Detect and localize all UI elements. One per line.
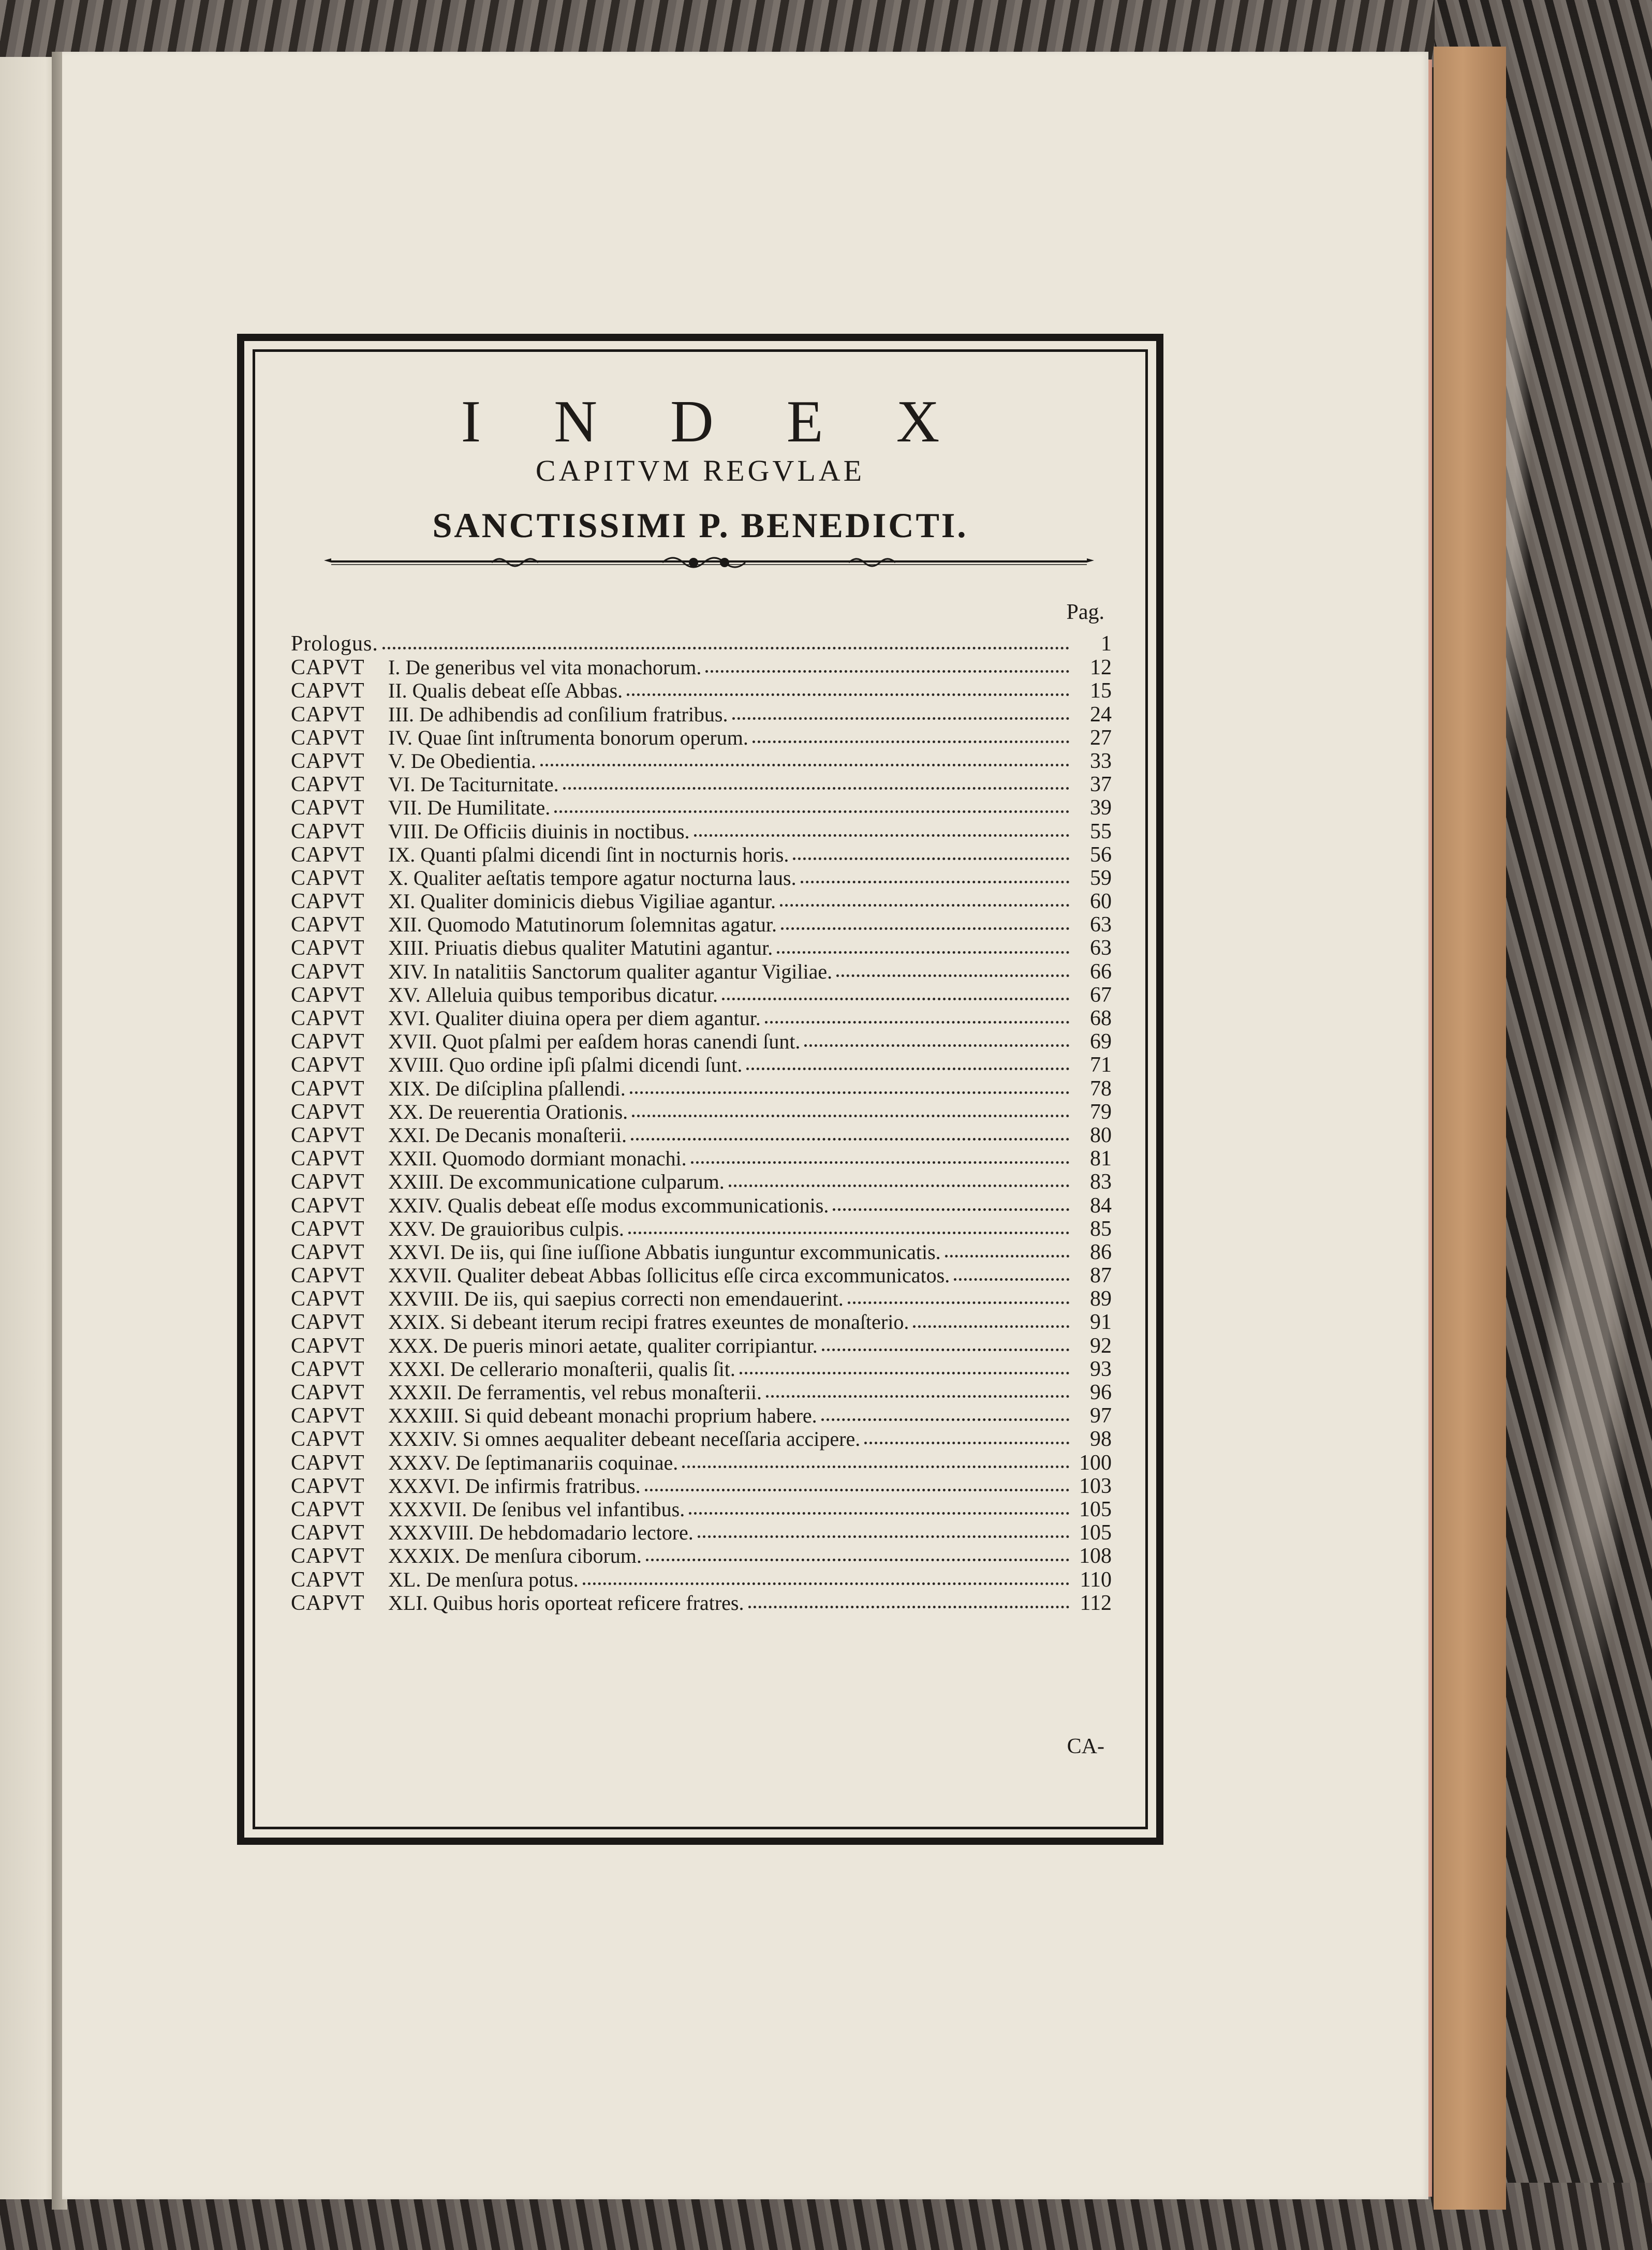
toc-entry (291, 1334, 1112, 1357)
toc-entry-page: 92 (1090, 1334, 1112, 1358)
toc-entry-caput: CAPVT (291, 1006, 365, 1030)
toc-entry (291, 1006, 1112, 1030)
toc-entry (291, 913, 1112, 936)
toc-entry-number: IV. (388, 726, 413, 749)
ornamental-rule (321, 551, 1097, 572)
toc-entry-title: De ferramentis, vel rebus monaſterii. (457, 1381, 762, 1404)
toc-entry-caput: CAPVT (291, 866, 365, 890)
toc-entry-page: 27 (1090, 726, 1112, 750)
toc-leader-dots (682, 1466, 1069, 1468)
toc-entry-title: De pueris minori aetate, qualiter corripiantur. (443, 1334, 818, 1357)
toc-entry-page: 105 (1079, 1521, 1112, 1545)
toc-entry-caput: CAPVT (291, 1450, 365, 1475)
toc-entry (291, 1357, 1112, 1381)
toc-entry-title: Qualis debeat eſſe modus excommunicationis. (447, 1193, 829, 1217)
toc-entry (291, 1544, 1112, 1567)
toc-entry-title: De Obedientia. (410, 749, 536, 773)
toc-entry-number: XLI. (388, 1591, 428, 1615)
toc-entry-caput: CAPVT (291, 1497, 365, 1521)
toc-leader-dots (645, 1489, 1069, 1491)
toc-leader-dots (689, 1512, 1069, 1515)
toc-entry-number: XL. (388, 1567, 421, 1591)
toc-leader-dots (945, 1255, 1069, 1257)
toc-entry-number: XXXVIII. (388, 1521, 474, 1545)
toc-leader-dots (694, 834, 1069, 837)
toc-entry-page: 24 (1090, 702, 1112, 727)
toc-entry-number: XXX. (388, 1334, 438, 1357)
toc-entry-page: 60 (1090, 890, 1112, 914)
toc-entry-caput: CAPVT (291, 1076, 365, 1101)
toc-entry-page: 87 (1090, 1264, 1112, 1288)
toc-entry-title: Quomodo dormiant monachi. (442, 1147, 687, 1171)
toc-entry-number: XXVII. (388, 1264, 452, 1287)
toc-entry-number: II. (388, 679, 407, 703)
toc-entry-number: XII. (388, 913, 422, 937)
toc-entry-caput: CAPVT (291, 1264, 365, 1288)
toc-entry (291, 1264, 1112, 1287)
toc-entry-number: XV. (388, 983, 421, 1006)
toc-entry-page: 78 (1090, 1076, 1112, 1101)
toc-entry (291, 1217, 1112, 1240)
toc-entry-number: XXIV. (388, 1193, 443, 1217)
toc-entry-caput: CAPVT (291, 936, 365, 960)
toc-entry-caput: CAPVT (291, 913, 365, 937)
toc-entry-title: De Taciturnitate. (420, 773, 559, 796)
toc-entry (291, 1077, 1112, 1100)
toc-entry-page: 89 (1090, 1287, 1112, 1311)
toc-entry-number: IX. (388, 842, 416, 866)
toc-leader-dots (628, 1232, 1069, 1234)
toc-entry-title: Qualiter debeat Abbas ſollicitus eſſe circa excommunicatos. (457, 1264, 950, 1287)
toc-entry-title: Si debeant iterum recipi fratres exeuntes de monaſterio. (450, 1310, 909, 1334)
toc-entry-page: 68 (1090, 1006, 1112, 1030)
toc-entry-page: 93 (1090, 1357, 1112, 1381)
toc-entry-page: 63 (1090, 936, 1112, 960)
toc-entry-title: De Humilitate. (427, 796, 551, 820)
toc-leader-dots (836, 974, 1069, 977)
toc-entry-title: Quanti pſalmi dicendi ſint in nocturnis horis. (420, 842, 789, 866)
toc-entry-title: De menſura potus. (426, 1567, 579, 1591)
page-column-label: Pag. (1066, 600, 1104, 624)
toc-entry (291, 1240, 1112, 1264)
toc-entry-page: 80 (1090, 1123, 1112, 1147)
leather-binding-strip (1434, 47, 1506, 2210)
toc-leader-dots (822, 1349, 1069, 1351)
toc-leader-dots (746, 1068, 1069, 1070)
toc-entry-number: XXVI. (388, 1240, 445, 1264)
toc-leader-dots (729, 1185, 1069, 1187)
toc-entry (291, 820, 1112, 843)
toc-leader-dots (646, 1559, 1069, 1561)
toc-entry-number: XXXIX. (388, 1544, 460, 1568)
toc-entry (291, 1404, 1112, 1427)
toc-entry-caput: CAPVT (291, 819, 365, 843)
toc-entry-page: 110 (1080, 1567, 1112, 1592)
toc-leader-dots (833, 1208, 1069, 1211)
toc-entry-title: De cellerario monaſterii, qualis ſit. (450, 1357, 735, 1381)
toc-entry (291, 983, 1112, 1006)
toc-entry-caput: CAPVT (291, 1334, 365, 1358)
toc-entry-caput: CAPVT (291, 1357, 365, 1381)
toc-entry-caput: CAPVT (291, 1170, 365, 1194)
toc-entry-page: 96 (1090, 1381, 1112, 1404)
toc-leader-dots (748, 1606, 1070, 1608)
toc-entry-number: XXVIII. (388, 1287, 459, 1311)
toc-entry-page: 59 (1090, 866, 1112, 890)
toc-entry (291, 866, 1112, 890)
toc-entry (291, 703, 1112, 726)
toc-entry-number: VIII. (388, 819, 429, 843)
toc-entry-title: Qualiter diuina opera per diem agantur. (435, 1006, 761, 1030)
toc-entry-caput: CAPVT (291, 1287, 365, 1311)
toc-entry-caput: CAPVT (291, 1147, 365, 1171)
toc-entry-number: XXIII. (388, 1170, 444, 1194)
toc-entry (291, 1053, 1112, 1076)
toc-entry-title: De diſciplina pſallendi. (435, 1076, 626, 1100)
toc-leader-dots (732, 717, 1070, 720)
toc-entry-page: 83 (1090, 1170, 1112, 1194)
toc-entry-number: XXI. (388, 1123, 431, 1147)
toc-entry-number: XIX. (388, 1076, 431, 1100)
toc-entry (291, 1427, 1112, 1450)
toc-entry-number: III. (388, 702, 414, 726)
toc-entry-title: De ſenibus vel infantibus. (472, 1497, 685, 1521)
toc-entry (291, 960, 1112, 983)
toc-entry-caput: CAPVT (291, 702, 365, 727)
toc-entry-caput: CAPVT (291, 1381, 365, 1404)
toc-entry-page: 71 (1090, 1053, 1112, 1077)
toc-leader-dots (780, 904, 1069, 907)
toc-entry-title: De excommunicatione culparum. (449, 1170, 725, 1194)
toc-entry-page: 100 (1079, 1450, 1112, 1475)
toc-entry-caput: CAPVT (291, 1427, 365, 1452)
toc-entry-caput: CAPVT (291, 1544, 365, 1568)
toc-leader-dots (766, 1395, 1069, 1398)
toc-entry-page: 108 (1079, 1544, 1112, 1568)
toc-entry-number: XVII. (388, 1030, 437, 1054)
toc-entry-title: Quot pſalmi per eaſdem horas canendi ſunt. (442, 1030, 801, 1054)
toc-entry-caput: CAPVT (291, 1310, 365, 1335)
toc-entry-title: De iis, qui ſine iuſſione Abbatis iunguntur excommunicatis. (450, 1240, 941, 1264)
toc-entry-page: 91 (1090, 1310, 1112, 1335)
toc-entry-title: De Decanis monaſterii. (435, 1123, 627, 1147)
toc-leader-dots (540, 764, 1069, 766)
index-title: I N D E X (461, 389, 969, 455)
toc-entry-title: De Officiis diuinis in noctibus. (434, 819, 690, 843)
toc-entry-page: 55 (1090, 819, 1112, 843)
toc-leader-dots (630, 1091, 1069, 1094)
toc-entry-caput: CAPVT (291, 726, 365, 750)
toc-entry-page: 79 (1090, 1100, 1112, 1124)
toc-leader-dots (631, 1138, 1069, 1141)
toc-entry-title: De ſeptimanariis coquinae. (455, 1450, 679, 1474)
toc-leader-dots (793, 857, 1069, 860)
toc-entry-title: De generibus vel vita monachorum. (405, 656, 702, 679)
toc-leader-dots (722, 998, 1069, 1000)
toc-entry-number: XXII. (388, 1147, 437, 1171)
toc-entry-page: 69 (1090, 1030, 1112, 1054)
toc-entry (291, 843, 1112, 866)
toc-entry-caput: CAPVT (291, 773, 365, 797)
toc-entry-caput: CAPVT (291, 1521, 365, 1545)
toc-entry-title: Si quid debeant monachi proprium habere. (464, 1404, 817, 1428)
toc-leader-dots (804, 1044, 1069, 1047)
toc-entry (291, 1381, 1112, 1404)
toc-entry-caput: CAPVT (291, 1591, 365, 1615)
toc-leader-dots (753, 741, 1069, 743)
toc-entry-caput: CAPVT (291, 1193, 365, 1218)
toc-entry-caput: CAPVT (291, 959, 365, 984)
toc-entry-number: XXXII. (388, 1381, 452, 1404)
toc-entry-caput: CAPVT (291, 1030, 365, 1054)
toc-leader-dots (698, 1535, 1069, 1538)
toc-entry (291, 1170, 1112, 1193)
toc-entry-number: XXXI. (388, 1357, 445, 1381)
toc-entry-title: Quo ordine ipſi pſalmi dicendi ſunt. (449, 1053, 743, 1077)
toc-leader-dots (954, 1278, 1069, 1281)
table-of-contents (291, 632, 1112, 1615)
toc-entry-title: Si omnes aequaliter debeant neceſſaria accipere. (462, 1427, 861, 1451)
toc-entry-page: 84 (1090, 1193, 1112, 1218)
toc-leader-dots (382, 647, 1069, 649)
toc-entry-caput: CAPVT (291, 890, 365, 914)
toc-entry-title: De grauioribus culpis. (440, 1217, 624, 1240)
toc-entry-page: 63 (1090, 913, 1112, 937)
toc-entry-number: XXXVI. (388, 1474, 460, 1498)
toc-entry-number: VI. (388, 773, 416, 796)
toc-entry (291, 1474, 1112, 1498)
toc-entry-number: XIV. (388, 959, 427, 983)
toc-entry-page: 105 (1079, 1497, 1112, 1521)
toc-entry-page: 85 (1090, 1217, 1112, 1241)
toc-entry-number: XXXV. (388, 1450, 451, 1474)
toc-entry-title: In natalitiis Sanctorum qualiter agantur Vigiliae. (432, 959, 833, 983)
toc-entry (291, 726, 1112, 749)
toc-entry-page: 66 (1090, 959, 1112, 984)
facing-page-sliver (0, 57, 57, 2199)
toc-entry (291, 632, 1112, 656)
toc-leader-dots (691, 1161, 1069, 1164)
toc-entry-caput: CAPVT (291, 1474, 365, 1498)
toc-entry-number: XXXVII. (388, 1497, 467, 1521)
toc-entry (291, 1287, 1112, 1310)
toc-entry (291, 1123, 1112, 1147)
toc-leader-dots (777, 951, 1069, 954)
toc-entry-number: I. (388, 656, 401, 679)
toc-leader-dots (913, 1325, 1069, 1328)
toc-entry-title: De adhibendis ad conſilium fratribus. (419, 702, 728, 726)
toc-leader-dots (821, 1418, 1069, 1421)
toc-entry-title: De hebdomadario lectore. (479, 1521, 694, 1545)
toc-leader-dots (705, 670, 1069, 673)
toc-entry-caput: CAPVT (291, 842, 365, 867)
toc-entry-page: 37 (1090, 773, 1112, 797)
toc-entry-number: XVIII. (388, 1053, 444, 1077)
toc-entry-caput: CAPVT (291, 1217, 365, 1241)
toc-leader-dots (864, 1442, 1069, 1444)
toc-leader-dots (627, 693, 1069, 696)
toc-leader-dots (563, 787, 1069, 790)
toc-entry-number: XVI. (388, 1006, 431, 1030)
toc-entry-number: XX. (388, 1100, 423, 1123)
toc-entry-page: 86 (1090, 1240, 1112, 1264)
toc-entry-page: 112 (1080, 1591, 1112, 1615)
toc-entry (291, 890, 1112, 913)
toc-entry-page: 81 (1090, 1147, 1112, 1171)
toc-entry (291, 656, 1112, 679)
toc-entry (291, 1591, 1112, 1615)
index-subtitle-benedicti: SANCTISSIMI P. BENEDICTI. (432, 506, 968, 545)
toc-entry (291, 1100, 1112, 1123)
toc-entry-caput: CAPVT (291, 1404, 365, 1428)
toc-entry (291, 1521, 1112, 1544)
toc-entry-caput: CAPVT (291, 1567, 365, 1592)
toc-entry-caput: CAPVT (291, 1123, 365, 1147)
toc-entry-page: 1 (1101, 632, 1112, 656)
toc-entry-number: XIII. (388, 936, 429, 960)
toc-entry-caput: CAPVT (291, 1100, 365, 1124)
toc-entry-page: 56 (1090, 842, 1112, 867)
toc-entry (291, 1568, 1112, 1591)
toc-entry-number: XXXIV. (388, 1427, 458, 1451)
toc-entry-title: Quae ſint inſtrumenta bonorum operum. (418, 726, 748, 749)
toc-entry-page: 103 (1079, 1474, 1112, 1498)
toc-leader-dots (781, 927, 1069, 930)
toc-entry-caput: CAPVT (291, 796, 365, 820)
toc-entry (291, 936, 1112, 959)
index-subtitle-capitum: CAPITVM REGVLAE (535, 454, 865, 487)
toc-entry-caput: CAPVT (291, 749, 365, 773)
toc-entry-number: XXV. (388, 1217, 436, 1240)
toc-entry-title: Quomodo Matutinorum ſolemnitas agatur. (427, 913, 777, 937)
toc-leader-dots (740, 1372, 1069, 1374)
toc-entry-title: De iis, qui saepius correcti non emendauerint. (464, 1287, 844, 1311)
toc-entry-caput: CAPVT (291, 679, 365, 703)
toc-entry-number: V. (388, 749, 406, 773)
toc-leader-dots (632, 1115, 1069, 1117)
toc-entry-page: 15 (1090, 679, 1112, 703)
toc-leader-dots (801, 881, 1069, 883)
toc-leader-dots (583, 1582, 1069, 1585)
toc-entry-caput: CAPVT (291, 1240, 365, 1264)
toc-entry-title: Quibus horis oporteat reficere fratres. (433, 1591, 744, 1615)
toc-entry-title: Qualiter aeſtatis tempore agatur nocturna laus. (413, 866, 797, 890)
toc-entry-number: X. (388, 866, 408, 890)
toc-leader-dots (848, 1301, 1069, 1304)
toc-entry (291, 1310, 1112, 1334)
toc-entry-caput: CAPVT (291, 983, 365, 1007)
toc-entry-title: Qualiter dominicis diebus Vigiliae agantur. (420, 890, 776, 913)
toc-entry (291, 1194, 1112, 1217)
toc-entry-page: 98 (1090, 1427, 1112, 1452)
toc-entry-page: 67 (1090, 983, 1112, 1007)
toc-entry-page: 12 (1090, 656, 1112, 680)
toc-entry-number: XXXIII. (388, 1404, 459, 1428)
toc-entry-number: VII. (388, 796, 422, 820)
toc-entry-title: De menſura ciborum. (465, 1544, 642, 1568)
toc-entry-page: 39 (1090, 796, 1112, 820)
toc-entry-title: De infirmis fratribus. (465, 1474, 641, 1498)
toc-entry-number: XI. (388, 890, 416, 913)
toc-entry-caput: CAPVT (291, 1053, 365, 1077)
toc-entry (291, 749, 1112, 773)
toc-entry-title: Alleluia quibus temporibus dicatur. (425, 983, 718, 1006)
toc-leader-dots (765, 1021, 1069, 1024)
toc-entry (291, 1498, 1112, 1521)
catchword: CA- (1067, 1735, 1104, 1758)
toc-leader-dots (554, 810, 1069, 813)
toc-entry-caput: CAPVT (291, 656, 365, 680)
toc-entry-title: Priuatis diebus qualiter Matutini agantur. (434, 936, 773, 960)
toc-entry (291, 796, 1112, 819)
toc-entry-title: De reuerentia Orationis. (428, 1100, 628, 1123)
toc-entry (291, 773, 1112, 796)
toc-entry (291, 1030, 1112, 1053)
toc-entry-page: 33 (1090, 749, 1112, 773)
toc-entry-caput: Prologus. (291, 632, 378, 656)
toc-entry (291, 1451, 1112, 1474)
toc-entry-title: Qualis debeat eſſe Abbas. (412, 679, 623, 703)
toc-entry (291, 679, 1112, 702)
toc-entry-page: 97 (1090, 1404, 1112, 1428)
toc-entry (291, 1147, 1112, 1170)
toc-entry-number: XXIX. (388, 1310, 445, 1334)
